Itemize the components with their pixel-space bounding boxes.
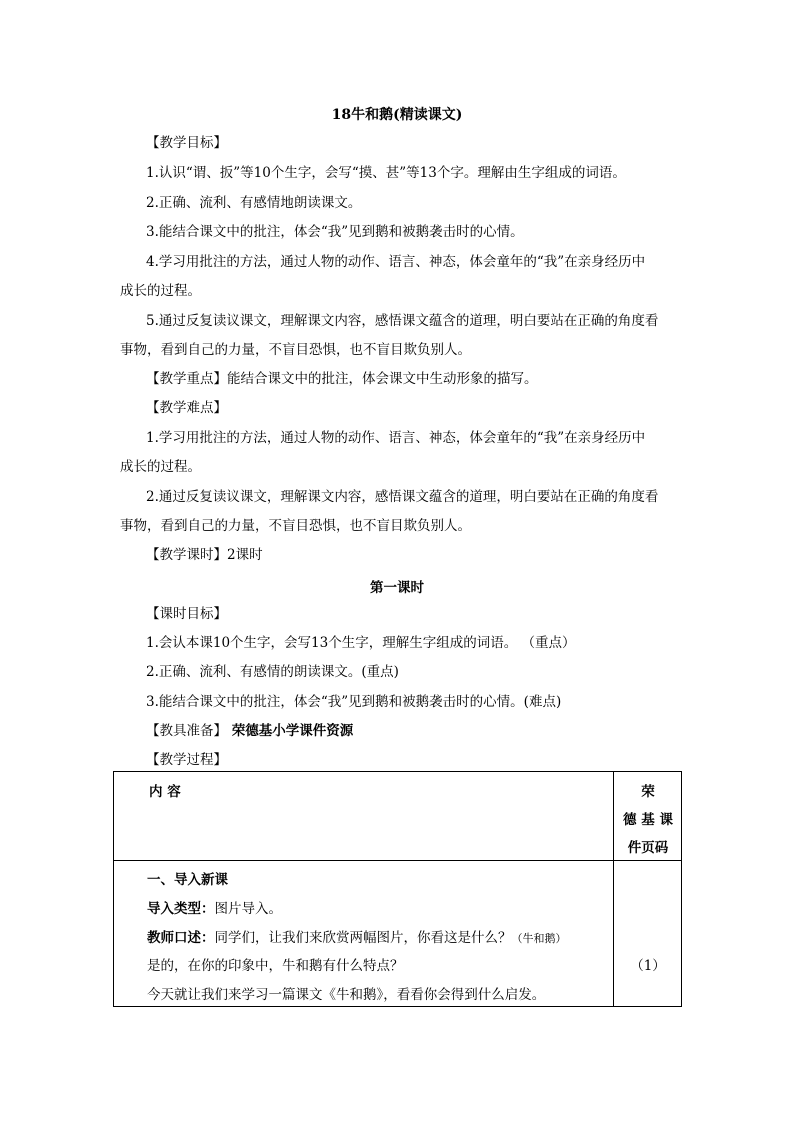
side-label-3: 件页码	[627, 840, 669, 856]
intro-type-label: 导入类型：	[147, 901, 215, 917]
lesson-goals-header: 【课时目标】	[146, 606, 227, 622]
teacher-note: （牛和鹅）	[511, 932, 567, 945]
key-points-text: 能结合课文中的批注，体会课文中生动形象的描写。	[227, 371, 538, 387]
side-label-1: 荣	[641, 784, 655, 800]
goal-line-4-cont: 成长的过程。	[120, 283, 201, 299]
section-title: 一、导入新课	[147, 872, 228, 888]
teacher-text: 同学们，让我们来欣赏两幅图片，你看这是什么？	[214, 930, 512, 946]
intro-type-text: 图片导入。	[214, 901, 282, 917]
table-header-row	[114, 772, 682, 861]
page-ref-cell	[614, 861, 682, 1007]
teacher-speech	[147, 928, 567, 949]
content-line-3: 是的，在你的印象中，牛和鹅有什么特点？	[147, 958, 404, 974]
difficulty-line-2: 2.通过反复读议课文，理解课文内容，感悟课文蕴含的道理，明白要站在正确的角度看	[146, 489, 659, 505]
goal-line-1: 1.认识“谓、扳”等10个生字，会写“摸、甚”等13个字。理解由生字组成的词语。	[146, 165, 626, 181]
tools-text: 荣德基小学课件资源	[227, 723, 354, 739]
page-ref: （1）	[630, 958, 666, 974]
difficulty-line-1-cont: 成长的过程。	[120, 459, 201, 475]
hours-label: 【教学课时】	[146, 547, 227, 563]
goal-line-5: 5.通过反复读议课文，理解课文内容，感悟课文蕴含的道理，明白要站在正确的角度看	[146, 313, 659, 329]
lesson-title: 第一课时	[370, 580, 424, 596]
lesson-goal-2: 2.正确、流利、有感情的朗读课文。(重点)	[146, 664, 399, 680]
teacher-label: 教师口述：	[147, 930, 215, 946]
difficulty-line-1: 1.学习用批注的方法，通过人物的动作、语言、神态，体会童年的“我”在亲身经历中	[146, 430, 646, 446]
side-header-cell	[614, 772, 682, 861]
intro-type	[147, 899, 282, 919]
table-row	[114, 861, 682, 1007]
difficulty-line-2-cont: 事物，看到自己的力量，不盲目恐惧，也不盲目欺负别人。	[120, 518, 471, 534]
content-header-cell	[114, 772, 614, 861]
key-points-label: 【教学重点】	[146, 371, 227, 387]
hours-text: 2课时	[227, 547, 263, 563]
teaching-process-table	[113, 771, 682, 1007]
teaching-hours	[146, 545, 263, 565]
process-header: 【教学过程】	[146, 752, 227, 768]
content-column-label: 内 容	[149, 784, 181, 800]
teaching-tools	[146, 721, 353, 741]
goal-line-4: 4.学习用批注的方法，通过人物的动作、语言、神态，体会童年的“我”在亲身经历中	[146, 254, 646, 270]
goal-line-5-cont: 事物，看到自己的力量，不盲目恐惧，也不盲目欺负别人。	[120, 342, 471, 358]
tools-label: 【教具准备】	[146, 723, 227, 739]
difficulties-header: 【教学难点】	[146, 400, 227, 416]
goals-header: 【教学目标】	[146, 135, 227, 151]
goal-line-3: 3.能结合课文中的批注，体会“我”见到鹅和被鹅袭击时的心情。	[146, 224, 524, 240]
lesson-goal-1: 1.会认本课10个生字，会写13个生字，理解生字组成的词语。 （重点）	[146, 635, 576, 651]
side-label-2: 德 基 课	[623, 812, 673, 828]
key-points	[146, 369, 538, 389]
doc-title: 18牛和鹅(精读课文)	[331, 107, 463, 123]
lesson-goal-3: 3.能结合课文中的批注，体会“我”见到鹅和被鹅袭击时的心情。(难点)	[146, 694, 562, 710]
content-line-4: 今天就让我们来学习一篇课文《牛和鹅》，看看你会得到什么启发。	[147, 987, 546, 1003]
content-cell	[114, 861, 614, 1007]
goal-line-2: 2.正确、流利、有感情地朗读课文。	[146, 195, 362, 211]
